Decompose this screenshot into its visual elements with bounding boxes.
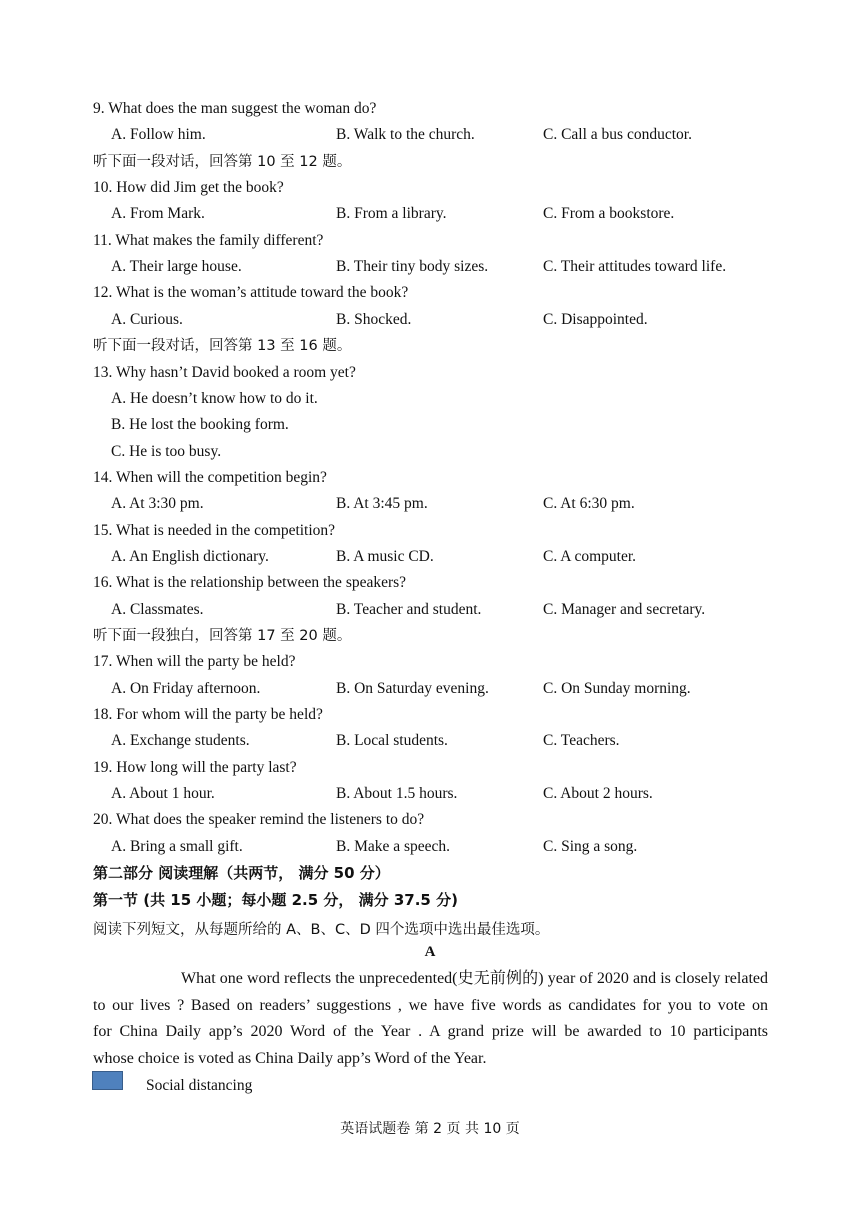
answer-option: C. Call a bus conductor. [543, 126, 692, 144]
answer-option: B. At 3:45 pm. [336, 495, 428, 513]
answer-option: C. Manager and secretary. [543, 600, 706, 618]
answer-option: A. About 1 hour. [111, 785, 215, 803]
question-stem: 10. How did Jim get the book? [93, 179, 284, 197]
question-stem: 16. What is the relationship between the speakers? [93, 574, 407, 592]
answer-option: B. Walk to the church. [336, 126, 475, 144]
answer-option: C. Sing a song. [543, 837, 638, 855]
answer-option: A. Bring a small gift. [111, 837, 243, 855]
answer-option: A. He doesn’t know how to do it. [111, 389, 318, 407]
page-footer: 英语试题卷 第 2 页 共 10 页 [340, 1121, 520, 1137]
section-note: 听下面一段独白，回答第 17 至 20 题。 [93, 628, 352, 644]
answer-option: A. Exchange students. [111, 732, 250, 750]
answer-option: C. At 6:30 pm. [543, 495, 635, 513]
question-stem: 20. What does the speaker remind the listeners to do? [93, 811, 425, 829]
answer-option: C. About 2 hours. [543, 785, 653, 803]
answer-option: C. From a bookstore. [543, 205, 675, 223]
question-stem: 11. What makes the family different? [93, 231, 324, 249]
passage-label: A [424, 944, 436, 960]
answer-option: B. Their tiny body sizes. [336, 258, 489, 276]
answer-option: B. Make a speech. [336, 837, 451, 855]
answer-option: A. An English dictionary. [111, 547, 269, 565]
answer-option: A. Classmates. [111, 600, 204, 618]
answer-option: C. On Sunday morning. [543, 679, 691, 697]
answer-option: A. Follow him. [111, 126, 206, 144]
question-stem: 9. What does the man suggest the woman do? [93, 100, 377, 117]
question-stem: 15. What is needed in the competition? [93, 521, 336, 539]
reading-instruction: 阅读下列短文，从每题所给的 A、B、C、D 四个选项中选出最佳选项。 [93, 922, 550, 938]
passage-line-3: for China Daily app’s 2020 Word of the Year . A grand prize will be awarded to 10 participants [93, 1023, 768, 1040]
answer-option: B. He lost the booking form. [111, 416, 289, 434]
answer-option: B. Teacher and student. [336, 600, 482, 618]
answer-option: B. On Saturday evening. [336, 679, 489, 697]
question-stem: 17. When will the party be held? [93, 653, 296, 671]
part2-heading: 第二部分 阅读理解（共两节， 满分 50 分） [93, 864, 390, 882]
answer-option: C. Disappointed. [543, 310, 648, 328]
answer-option: C. Teachers. [543, 732, 620, 750]
answer-option: C. He is too busy. [111, 442, 222, 460]
question-stem: 18. For whom will the party be held? [93, 706, 323, 724]
answer-option: C. A computer. [543, 547, 636, 565]
answer-option: B. Local students. [336, 732, 448, 750]
answer-option: B. Shocked. [336, 310, 412, 328]
question-stem: 19. How long will the party last? [93, 758, 297, 776]
section1-heading: 第一节 (共 15 小题；每小题 2.5 分， 满分 37.5 分) [93, 891, 458, 909]
vote-checkbox[interactable] [92, 1071, 123, 1090]
passage-line-4: whose choice is voted as China Daily app’s Word of the Year. [93, 1050, 487, 1067]
answer-option: A. From Mark. [111, 205, 205, 223]
answer-option: B. From a library. [336, 205, 447, 223]
question-stem: 14. When will the competition begin? [93, 468, 327, 486]
passage-line-2: to our lives ? Based on readers’ suggestions , we have five words as candidates for you to vote on [93, 997, 768, 1014]
answer-option: A. At 3:30 pm. [111, 495, 204, 513]
section-note: 听下面一段对话，回答第 13 至 16 题。 [93, 338, 352, 355]
question-stem: 13. Why hasn’t David booked a room yet? [93, 363, 356, 381]
vote-option-label: Social distancing [146, 1077, 253, 1094]
answer-option: A. Curious. [111, 310, 183, 328]
answer-option: B. A music CD. [336, 547, 434, 565]
answer-option: A. On Friday afternoon. [111, 679, 261, 697]
question-stem: 12. What is the woman’s attitude toward the book? [93, 284, 409, 302]
answer-option: A. Their large house. [111, 258, 242, 276]
answer-option: C. Their attitudes toward life. [543, 258, 727, 276]
answer-option: B. About 1.5 hours. [336, 785, 458, 803]
section-note: 听下面一段对话，回答第 10 至 12 题。 [93, 153, 352, 170]
passage-line-1: What one word reflects the unprecedented(史无前例的) year of 2020 and is closely related [181, 970, 768, 987]
